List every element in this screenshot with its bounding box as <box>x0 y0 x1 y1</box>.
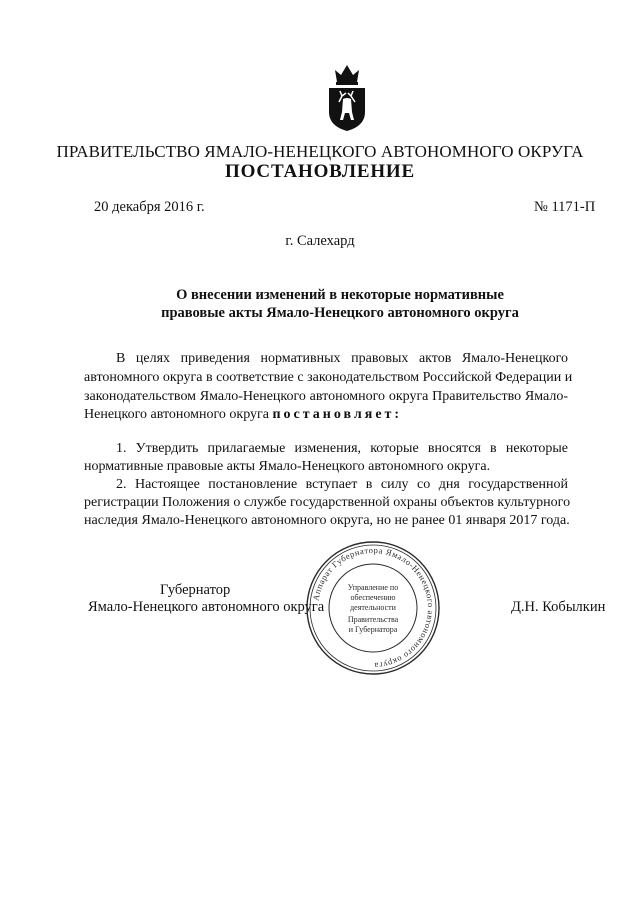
organization-name: ПРАВИТЕЛЬСТВО ЯМАЛО-НЕНЕЦКОГО АВТОНОМНОГО ОКРУГА <box>56 142 584 161</box>
document-number: № 1171-П <box>534 199 596 215</box>
decree-word: постановляет: <box>272 407 403 422</box>
intro-line-4 <box>84 407 402 423</box>
svg-text:обеспечению: обеспечению <box>350 593 396 602</box>
document-title <box>120 286 560 322</box>
svg-text:деятельности: деятельности <box>350 603 396 612</box>
svg-text:Аппарат Губернатора Ямало-Нене: Аппарат Губернатора Ямало-Ненецкого автономного округа <box>310 544 437 672</box>
document-type: ПОСТАНОВЛЕНИЕ <box>225 161 415 182</box>
intro-line-3: законодательством Ямало-Ненецкого автономного округа Правительство Ямало- <box>84 389 568 404</box>
coat-of-arms-icon <box>326 62 368 132</box>
signatory-position: Губернатор <box>160 582 231 598</box>
official-stamp <box>303 538 443 678</box>
item-1-line-2: нормативные правовые акты Ямало-Ненецкого автономного округа. <box>84 459 491 474</box>
svg-text:Правительства: Правительства <box>347 615 399 624</box>
item-2-line-1: 2. Настоящее постановление вступает в силу со дня государственной <box>116 477 568 492</box>
signatory-name: Д.Н. Кобылкин <box>511 599 606 615</box>
item-2-line-3: наследия Ямало-Ненецкого автономного округа, но не ранее 01 января 2017 года. <box>84 513 570 528</box>
intro-line-1: В целях приведения нормативных правовых актов Ямало-Ненецкого <box>116 351 568 366</box>
svg-text:Управление по: Управление по <box>347 583 399 592</box>
svg-text:и Губернатора: и Губернатора <box>348 625 398 634</box>
item-2-line-2: регистрации Положения о службе государственной охраны объектов культурного <box>84 495 571 510</box>
document-city: г. Салехард <box>285 233 355 249</box>
signatory-region: Ямало-Ненецкого автономного округа <box>88 599 325 615</box>
document-date: 20 декабря 2016 г. <box>94 199 205 215</box>
intro-line-4-text: Ненецкого автономного округа <box>84 407 269 422</box>
intro-line-2: автономного округа в соответствие с законодательством Российской Федерации и <box>84 370 573 385</box>
item-1-line-1: 1. Утвердить прилагаемые изменения, которые вносятся в некоторые <box>116 441 568 456</box>
title-line-2: правовые акты Ямало-Ненецкого автономного округа <box>161 305 519 321</box>
title-line-1: О внесении изменений в некоторые нормативные <box>176 287 504 303</box>
